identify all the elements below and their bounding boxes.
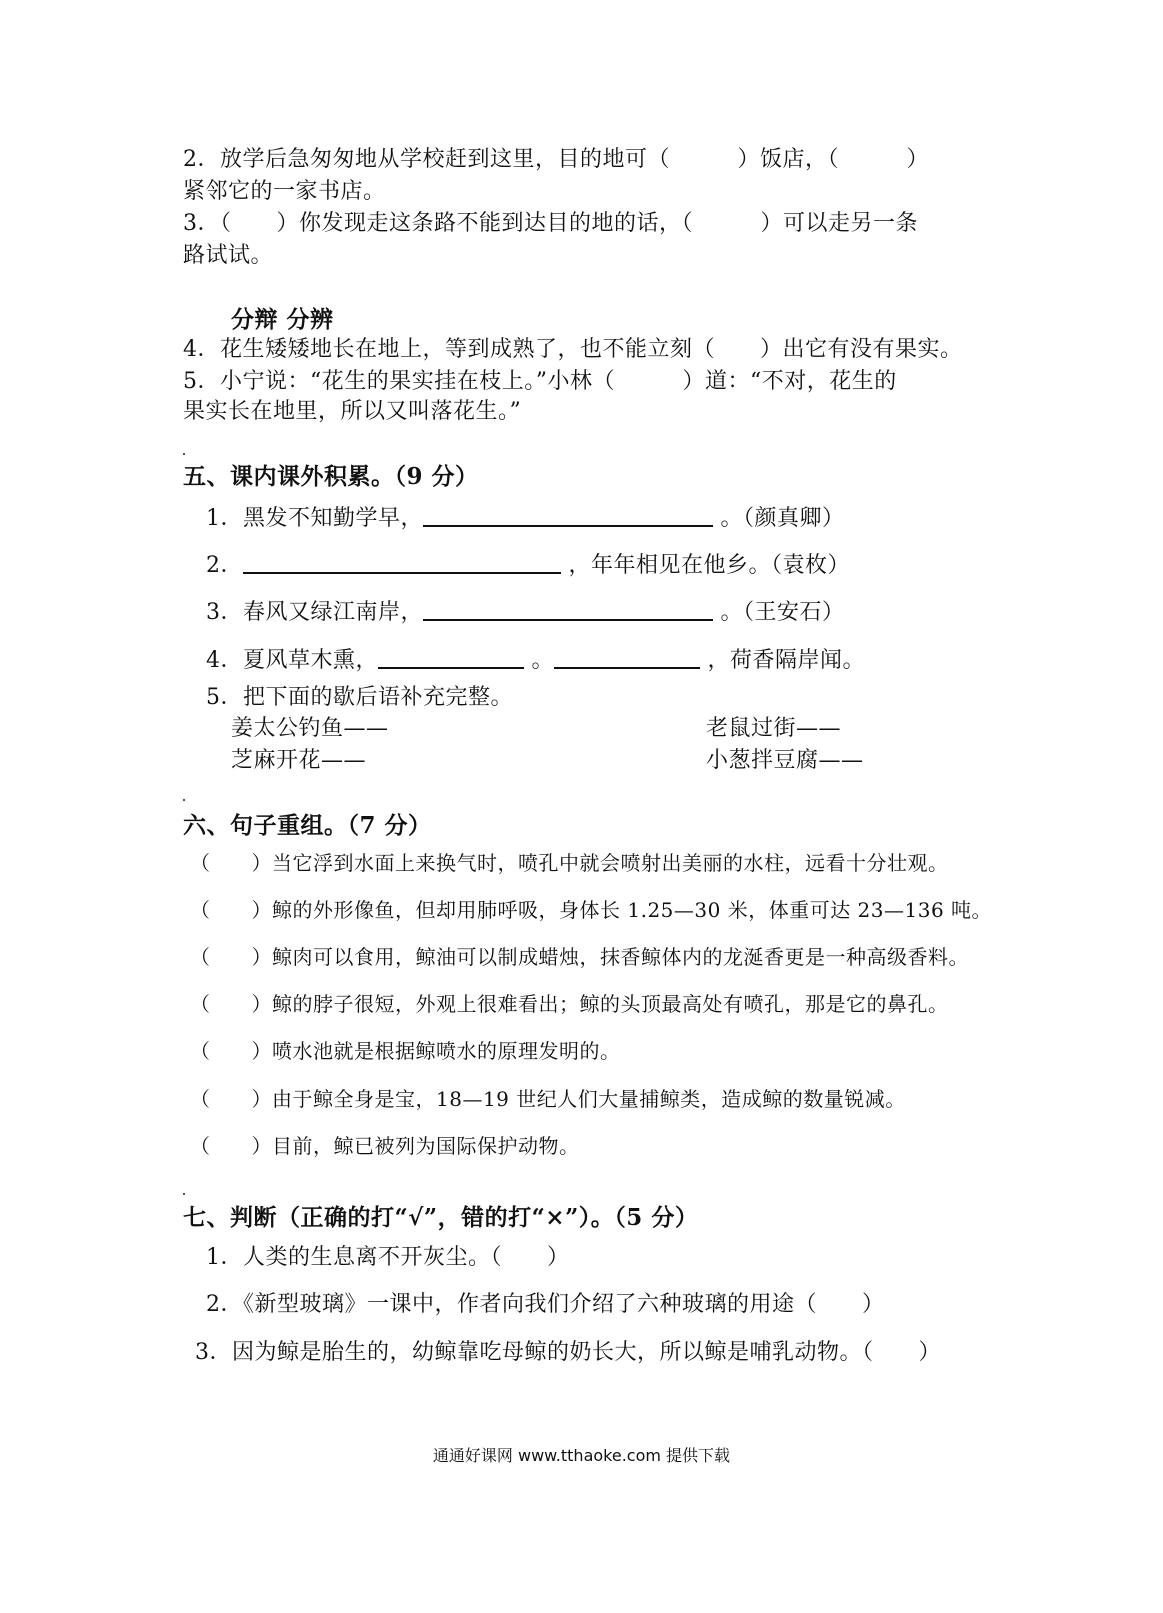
sentence-3: （ ）鲸肉可以食用，鲸油可以制成蜡烛，抹香鲸体内的龙涎香更是一种高级香料。: [190, 945, 969, 969]
sentence-1: （ ）当它浮到水面上来换气时，喷孔中就会喷射出美丽的水柱，远看十分壮观。: [190, 851, 949, 875]
s5-q4-before: 4．夏风草木熏，: [206, 648, 378, 673]
sentence-7: （ ）目前，鲸已被列为国际保护动物。: [190, 1134, 580, 1158]
xiehouyu-3: 芝麻开花——: [231, 748, 367, 773]
sentence-6: （ ）由于鲸全身是宝，18—19 世纪人们大量捕鲸类，造成鲸的数量锐减。: [190, 1087, 906, 1111]
s5-q5: 5．把下面的歇后语补充完整。: [206, 685, 513, 710]
s4-q5-line1: 5．小宁说：“花生的果实挂在枝上。”小林（ ）道：“不对，花生的: [183, 369, 897, 394]
scan-dot: [183, 799, 185, 801]
sentence-4: （ ）鲸的脖子很短，外观上很难看出；鲸的头顶最高处有喷孔，那是它的鼻孔。: [190, 992, 949, 1016]
s5-q4-after: ，荷香隔岸闻。: [707, 648, 866, 673]
s5-q4-blank-1[interactable]: [378, 645, 524, 669]
s5-q3-blank[interactable]: [423, 597, 713, 621]
s5-q3-before: 3．春风又绿江南岸，: [206, 600, 423, 625]
s5-q1-blank[interactable]: [423, 503, 713, 527]
sentence-5: （ ）喷水池就是根据鲸喷水的原理发明的。: [190, 1039, 621, 1063]
xiehouyu-4: 小葱拌豆腐——: [706, 748, 864, 773]
s5-q1: [206, 503, 845, 533]
s4-q2-line1: 2．放学后急匆匆地从学校赶到这里，目的地可（ ）饭店，（ ）: [183, 147, 929, 172]
s4-q3-line1: 3．（ ）你发现走这条路不能到达目的地的话，（ ）可以走另一条: [183, 211, 918, 236]
s5-q4-mid: 。: [531, 648, 555, 673]
s4-q2-line2: 紧邻它的一家书店。: [183, 179, 386, 204]
judge-3: 3．因为鲸是胎生的，幼鲸靠吃母鲸的奶长大，所以鲸是哺乳动物。（ ）: [195, 1340, 941, 1365]
sentence-2: （ ）鲸的外形像鱼，但却用肺呼吸，身体长 1.25—30 米，体重可达 23—136 吨。: [190, 898, 993, 922]
s5-q2-before: 2．: [206, 553, 243, 578]
scan-dot: [183, 453, 185, 455]
s5-q4-blank-2[interactable]: [554, 645, 700, 669]
s4-q5-line2: 果实长在地里，所以又叫落花生。”: [183, 399, 522, 424]
s5-q2: [206, 550, 850, 580]
section5-heading: 五、课内课外积累。（9 分）: [183, 463, 479, 490]
s4-q4: 4．花生矮矮地长在地上，等到成熟了，也不能立刻（ ）出它有没有果实。: [183, 337, 963, 362]
s5-q3-after: 。（王安石）: [720, 600, 845, 625]
section6-heading: 六、句子重组。（7 分）: [183, 812, 432, 839]
xiehouyu-1: 姜太公钓鱼——: [231, 716, 389, 741]
scan-dot: [183, 1193, 185, 1195]
s4-q3-line2: 路试试。: [183, 243, 274, 268]
s5-q3: [206, 597, 845, 627]
judge-2: 2．《新型玻璃》一课中，作者向我们介绍了六种玻璃的用途（ ）: [206, 1292, 885, 1317]
section7-heading: 七、判断（正确的打“√”，错的打“×”）。（5 分）: [183, 1204, 699, 1231]
s5-q4: [206, 645, 865, 675]
s5-q2-after: ，年年相见在他乡。（袁枚）: [568, 553, 851, 578]
footer-credit: 通通好课网 www.tthaoke.com 提供下载: [432, 1446, 731, 1465]
s5-q1-after: 。（颜真卿）: [720, 506, 845, 531]
word-pair-label: 分辩 分辨: [231, 306, 334, 333]
judge-1: 1．人类的生息离不开灰尘。（ ）: [206, 1245, 570, 1270]
s5-q1-before: 1．黑发不知勤学早，: [206, 506, 423, 531]
s5-q2-blank[interactable]: [243, 550, 561, 574]
xiehouyu-2: 老鼠过街——: [706, 716, 842, 741]
